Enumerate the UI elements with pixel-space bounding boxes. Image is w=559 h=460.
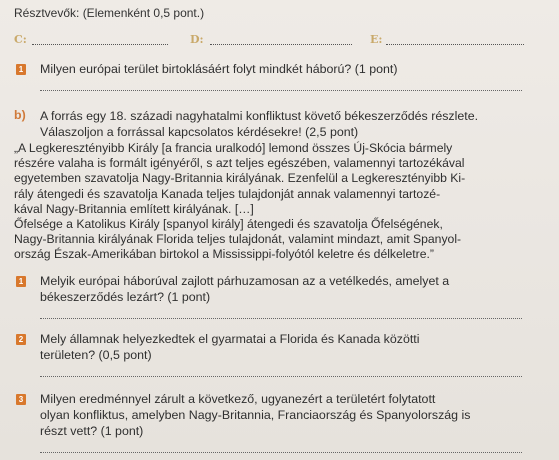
answer-line[interactable] [40,90,522,91]
source-quote [14,141,534,263]
quote-line: részére valaha is formált igényéről, s azt teljes egészében, valamennyi tartozékával [14,156,465,171]
participants-heading: Résztvevők: (Elemenként 0,5 pont.) [14,6,205,20]
answer-line[interactable] [40,318,522,319]
question-text [40,331,419,363]
quote-line: „A Legkeresztényibb Király [a francia uralkodó] lemond összes Új-Skócia bármely [14,141,453,155]
c-label: C: [14,33,27,46]
e-label: E: [370,33,383,46]
question-text: Milyen európai terület birtoklásáért folyt mindkét háború? (1 pont) [40,62,398,76]
c-answer-line[interactable] [32,44,168,45]
quote-line: rály átengedi és szavatolja Kanada teljes tulajdonját annak valamennyi tartozé- [14,186,441,201]
d-answer-line[interactable] [210,44,352,45]
section-b-label: b) [14,108,26,122]
quote-line: egyetemben szavatolja Nagy-Britannia királyának. Ezenfelül a Legkeresztényibb Ki- [14,171,466,186]
quote-line: ország Észak-Amerikában birtokol a Mississippi-folyótól keletre és délkeletre.” [14,247,434,262]
question-number-badge: 2 [16,334,26,345]
d-label: D: [190,33,204,46]
quote-line: Őfelsége a Katolikus Király [spanyol király] átengedi és szavatolja Őfelségének, [14,217,443,232]
quote-line: Nagy-Britannia királyának Florida teljes tulajdonát, valamint mindazt, amit Spanyol- [14,232,462,247]
question-line: részt vett? (1 pont) [40,424,144,438]
question-number-badge: 3 [16,394,26,405]
question-line: Milyen eredménnyel zárult a következő, ugyanezért a területért folytatott [40,392,436,406]
answer-line[interactable] [40,452,522,453]
quote-line: kával Nagy-Britannia említett királyának. […] [14,201,254,216]
section-b-intro [40,108,478,140]
question-line: területen? (0,5 pont) [40,348,152,362]
question-number-badge: 1 [16,64,26,75]
section-b-intro-line: Válaszoljon a forrással kapcsolatos kérdésekre! (2,5 pont) [40,125,359,139]
answer-line[interactable] [40,376,522,377]
question-line: Melyik európai háborúval zajlott párhuzamosan az a vetélkedés, amelyet a [40,274,450,288]
question-text [40,391,470,439]
question-line: békeszerződés lezárt? (1 pont) [40,290,211,304]
e-answer-line[interactable] [386,44,524,45]
participants-answer-row [14,33,534,49]
question-line: olyan konfliktus, amelyben Nagy-Britannia, Franciaország és Spanyolország is [40,408,471,422]
section-b-intro-line: A forrás egy 18. századi nagyhatalmi konfliktust követő békeszerződés részlete. [40,109,479,123]
question-line: Mely államnak helyezkedtek el gyarmatai a Florida és Kanada közötti [40,332,420,346]
question-text [40,273,449,305]
question-number-badge: 1 [16,276,26,287]
